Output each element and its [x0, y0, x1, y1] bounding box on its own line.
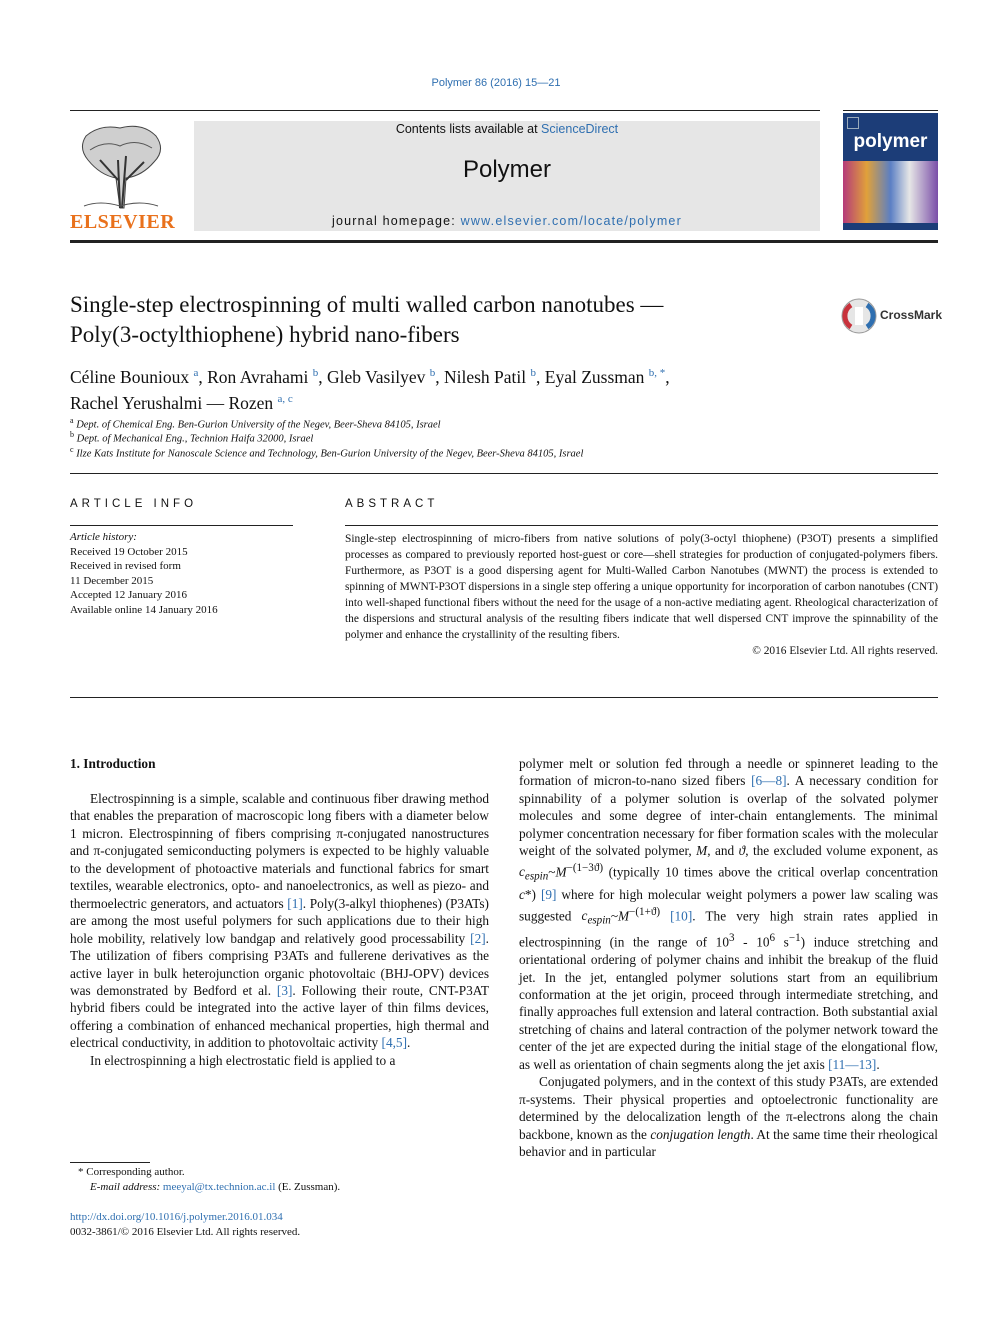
email-suffix: (E. Zussman). [275, 1181, 341, 1193]
history-label: Article history: [70, 531, 137, 543]
homepage-link[interactable]: www.elsevier.com/locate/polymer [460, 214, 682, 228]
homepage-prefix: journal homepage: [332, 214, 461, 228]
paragraph: In electrospinning a high electrostatic field is applied to a [90, 1052, 396, 1068]
author: Rachel Yerushalmi — Rozen $^{a, c}$ [70, 392, 293, 413]
cover-logo-icon [847, 117, 859, 129]
citation-link[interactable]: [11—13] [828, 1056, 877, 1072]
citation-link[interactable]: [9] [540, 887, 557, 903]
abstract-copyright: © 2016 Elsevier Ltd. All rights reserved. [752, 645, 938, 657]
author: Gleb Vasilyev $^b$, [327, 366, 444, 387]
citation-link[interactable]: [2] [470, 930, 486, 946]
abstract-body: Single-step electrospinning of micro-fibers from native solutions of poly(3-octyl thiophene) (P3OT) presents a simplified processes as compared to previously reported host-guest or core—shell strategies for production of conjugated-polymers fibers. Furthermore, as P3OT is a good dispersing agent for Multi-Walled Carbon Nanotubes (MWNT) the process is extended to spinning of MWNT-P3OT dispersions in a single step offering a unique opportunity for incorporation of carbon nanotubes (CNT) into well-shaped functional fibers without the need for the usage of a non-active mediating agent. Rheological characterization of the dispersions and structural analysis of the resulting fibers indicate that well dispersed CNT improve the spinnability of the polymer and enhance the crystallinity of the resulting fibers. [345, 533, 938, 641]
journal-cover [843, 113, 938, 230]
author: Nilesh Patil $^b$, [443, 366, 545, 387]
crossmark-icon [840, 297, 878, 335]
history-item: Available online 14 January 2016 [70, 603, 218, 616]
contents-prefix: Contents lists available at [395, 122, 542, 136]
history-item: 11 December 2015 [70, 574, 154, 587]
abstract-heading: ABSTRACT [345, 498, 439, 510]
email-label: E-mail address: [90, 1181, 163, 1193]
corresponding-author-note: * Corresponding author. [78, 1166, 185, 1178]
citation-link[interactable]: [10] [670, 908, 693, 924]
paragraph: Electrospinning is a simple, scalable and continuous fiber drawing method that enables the preparation of macroscopic long fibers with a diameter below 1 micron. Electrospinning of fibers comprising π-conjugated nanostructures and π-conjugated semiconducting polymers is expected to be highly valuable to the development of photoactive materials and functional fabrics for smart textiles, wearable electronics, opto- and nanoelectronics, as well as piezo- and thermoelectric generators, and actuators [1]. Poly(3-alkyl thiophenes) (P3ATs) are among the most useful polymers for such applications due to their high hole mobility, relatively low bandgap and relatively good processability [2]. The utilization of fibers comprising P3ATs and fullerene derivatives as the active layer in bulk heterojunction organic photovoltaic (BHJ-OPV) devices was demonstrated by Bedford et al. [3]. Following their route, CNT-P3AT hybrid fibers could be integrated into the active layer of thin films devices, offering a combination of enhanced mechanical properties, high thermal and electrical conductivity, in addition to photovoltaic activity [4,5]. [70, 791, 489, 1051]
article-info-rule [70, 525, 293, 526]
author: Ron Avrahami $^b$, [207, 366, 327, 387]
abstract-bottom-rule [70, 697, 938, 698]
author: Eyal Zussman $^{b, *}$, [544, 366, 670, 387]
contents-line [194, 122, 820, 136]
footnote-rule [70, 1162, 150, 1163]
right-column [519, 755, 938, 1161]
affiliation-c: $^c$ Ilze Kats Institute for Nanoscale Science and Technology, Ben-Gurion University of the Negev, Beer-Sheva 84105, Israel [70, 445, 584, 460]
cover-rule [843, 110, 938, 111]
cover-title: polymer [853, 131, 928, 152]
email-note [90, 1181, 340, 1193]
header-rule [70, 110, 820, 111]
cover-image [843, 161, 938, 223]
issn-line: 0032-3861/© 2016 Elsevier Ltd. All rights reserved. [70, 1226, 301, 1238]
title-line-1: Single-step electrospinning of multi walled carbon nanotubes — [70, 292, 664, 317]
affiliation-b: $^b$ Dept. of Mechanical Eng., Technion Haifa 32000, Israel [70, 430, 314, 445]
citation-link[interactable]: [4,5] [381, 1035, 408, 1051]
article-title [70, 290, 810, 350]
history-item: Received 19 October 2015 [70, 545, 188, 558]
author: Céline Bounioux $^a$, [70, 366, 208, 387]
article-history [70, 530, 300, 617]
abstract-text [345, 531, 938, 659]
crossmark-label: CrossMark [880, 308, 943, 322]
abstract-rule [345, 525, 938, 526]
elsevier-logo-text: ELSEVIER [70, 211, 176, 233]
history-item: Accepted 12 January 2016 [70, 589, 187, 601]
journal-citation[interactable]: Polymer 86 (2016) 15—21 [431, 77, 561, 89]
email-link[interactable]: meeyal@tx.technion.ac.il [162, 1181, 276, 1193]
paragraph: polymer melt or solution fed through a needle or spinneret leading to the formation of micron-to-nano sized fibers [6—8]. A necessary condition for spinnability of a polymer solution is overlap of the solvated polymer molecules and some degree of inter-chain entanglements. The minimal polymer concentration necessary for fiber formation scales with the molecular weight of the solvated polymer, M, and ϑ, the excluded volume exponent, as $c_{espin}\sim M^{-(1-3ϑ)}$ (typically 10 times above the critical overlap concentration c*) [9] where for high molecular weight polymers a power law scaling was suggested $c_{espin}\sim M^{-(1+ϑ)}$ [10]. The very high strain rates applied in electrospinning (in the range of $10^3 - 10^6$ $s^{-1}$) induce stretching and orientational ordering of polymer chains and inhibit the breakup of the fluid jet. In the jet, entangled polymer solutions start from an equilibrium conformation at the jet origin, proceed through intermediate stretching, and finally approaches full extension and lateral contraction. Both substantial axial stretching of chains and lateral contraction of the polymer network toward the center of the jet are expected during the initial stage of the elongational flow, as well as orientation of chain segments along the jet axis [11—13]. [519, 756, 939, 1072]
sciencedirect-link[interactable]: ScienceDirect [541, 122, 619, 136]
history-item: Received in revised form [70, 560, 181, 572]
journal-homepage [194, 214, 820, 228]
title-line-2: Poly(3-octylthiophene) hybrid nano-fibers [70, 322, 460, 347]
citation-link[interactable]: [1] [287, 895, 303, 911]
affiliation-a: $^a$ Dept. of Chemical Eng. Ben-Gurion University of the Negev, Beer-Sheva 84105, Israel [70, 416, 441, 431]
article-info-heading: ARTICLE INFO [70, 498, 198, 510]
affiliation-rule [70, 473, 938, 474]
section-heading: 1. Introduction [70, 756, 156, 771]
header-thick-rule [70, 240, 938, 243]
citation-link[interactable]: [3] [276, 982, 293, 998]
author-list [70, 362, 830, 414]
doi-link[interactable]: http://dx.doi.org/10.1016/j.polymer.2016.01.034 [70, 1211, 283, 1223]
crossmark-badge[interactable] [840, 297, 943, 333]
paragraph: Conjugated polymers, and in the context of this study P3ATs, are extended π-systems. Their physical properties and optoelectronic functionality are determined by the delocalization length of the π-electrons along the chain backbone, known as the conjugation length. At the same time their rheological behavior and in particular [519, 1074, 938, 1160]
journal-name: Polymer [462, 156, 552, 183]
left-column [70, 790, 489, 1069]
citation-link[interactable]: [6—8] [751, 773, 787, 789]
